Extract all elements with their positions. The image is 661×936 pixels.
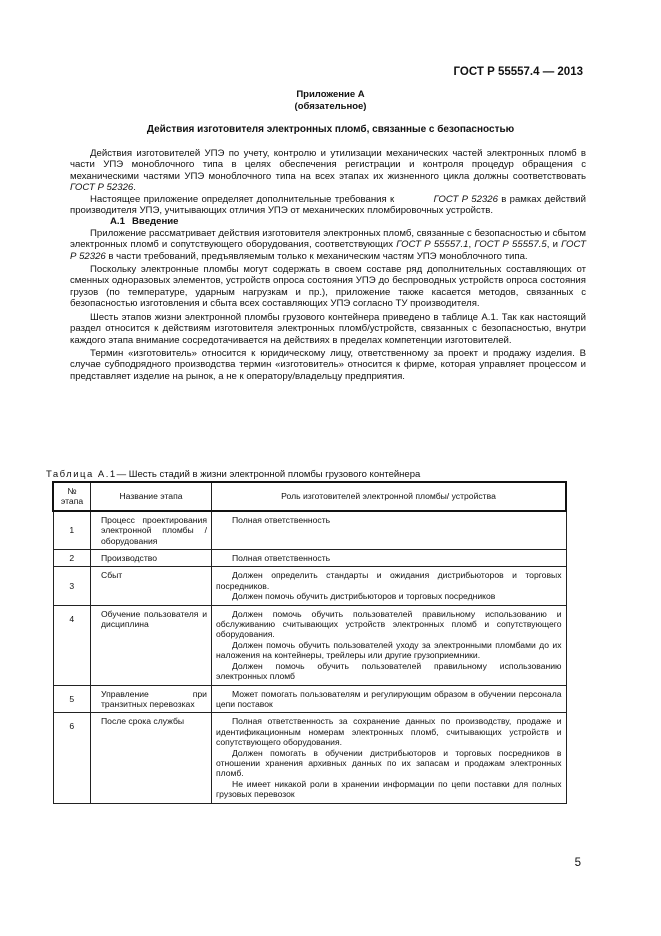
stage-name: После срока службы <box>91 713 212 803</box>
stage-number: 5 <box>53 685 91 713</box>
stage-number: 6 <box>53 713 91 803</box>
table-caption-text: — Шесть стадий в жизни электронной пломбы грузового контейнера <box>116 469 421 480</box>
appendix-title: Приложение А <box>296 89 365 100</box>
stage-name: Производство <box>91 550 212 567</box>
table-row <box>53 605 566 685</box>
stage-name: Обучение пользователя и дисциплина <box>91 605 212 685</box>
table-row <box>53 685 566 713</box>
subsection-number: А.1 <box>110 216 125 228</box>
stage-role: Полная ответственность <box>212 550 567 567</box>
a1-paragraph-2: Поскольку электронные пломбы могут содержать в своем составе ряд дополнительных составляющих от сменных одноразовых элементов, устройств опроса состояния УПЭ до беспроводных устройств опроса состояния грузов (по температуре, ударным нагрузкам и пр.), приложение также касается методов, связанных с безопасностью изготовления и сбыта всех составляющих УПЭ согласно ТУ производителя. <box>70 264 586 310</box>
stages-table <box>52 481 567 804</box>
stage-name: Процесс проектирования электронной пломбы / оборудования <box>91 511 212 550</box>
table-row <box>53 567 566 605</box>
stage-number: 4 <box>53 605 91 685</box>
stage-number: 2 <box>53 550 91 567</box>
table-caption-label: Таблица А.1 <box>46 469 117 480</box>
section-heading: Действия изготовителя электронных пломб, связанные с безопасностью <box>146 124 515 135</box>
standard-reference: ГОСТ Р 52326 <box>70 182 134 194</box>
header-stage-name: Название этапа <box>91 482 212 511</box>
table-row <box>53 511 566 550</box>
stage-number: 1 <box>53 511 91 550</box>
stage-name: Управление при транзитных перевозках <box>91 685 212 713</box>
standard-reference: ГОСТ Р 55557.5 <box>474 239 547 251</box>
stage-role: Полная ответственность <box>212 511 567 550</box>
stage-role: Должен определить стандарты и ожидания дистрибьюторов и торговых посредников. Должен помочь обучить дистрибьюторов и торговых посредников <box>212 567 567 605</box>
table-row <box>53 713 566 803</box>
document-code: ГОСТ Р 55557.4 — 2013 <box>453 66 583 78</box>
a1-paragraph-4: Термин «изготовитель» относится к юридическому лицу, ответственному за проект и продажу изделия. В случае субподрядного производства термин «изготовитель» относится к фирме, которая управляет процессом и представляет изделие на рынок, а не к оператору/владельцу предприятия. <box>70 347 586 382</box>
header-stage-number: № этапа <box>53 482 91 511</box>
stage-role: Полная ответственность за сохранение данных по производству, продаже и идентификационным номерам электронных пломб, считывающих устройств и сопутствующего оборудования. Должен помогать в обучении дистрибьюторов и торговых посредников в отношении хранения архивных данных по их запасам и продажам электронных пломб. Не имеет никакой роли в хранении информации по цепи поставки для полных грузовых перевозок <box>212 713 567 803</box>
subsection-title: Введение <box>132 216 179 228</box>
standard-reference: ГОСТ Р 52326 <box>433 193 498 205</box>
body-text <box>70 148 586 382</box>
stage-number: 3 <box>53 567 91 605</box>
intro-paragraph-1: Действия изготовителей УПЭ по учету, контролю и утилизации механических частей электронных пломб в части УПЭ моноблочного типа в целях обеспечения регистрации и контроля процедур обращения с механическими частями УПЭ моноблочного типа на всех этапах их жизненного цикла должны соответствовать ГОСТ Р 52326. <box>70 148 586 194</box>
header-manufacturer-role: Роль изготовителей электронной пломбы/ устройства <box>212 482 567 511</box>
a1-paragraph-3: Шесть этапов жизни электронной пломбы грузового контейнера приведено в таблице А.1. Так как настоящий раздел относится к действиям изготовителя электронных пломб/устройств, связанных с безопасностью, внутри каждого этапа внимание сосредотачивается на действиях в пределах компетенции изготовителей. <box>70 311 586 346</box>
page-number: 5 <box>574 857 581 869</box>
subsection-heading <box>70 216 586 227</box>
stage-role: Должен помочь обучить пользователей правильному использованию и обслуживанию считывающих устройств электронных пломб и сопутствующего оборудования. Должен помочь обучить пользователей уходу за электронными пломбами до их наложения на контейнеры, трейлеры или другие грузоприемники. Должен помочь обучить пользователей правильному использованию электронных пломб <box>212 605 567 685</box>
standard-reference: ГОСТ Р 55557.1 <box>396 239 469 251</box>
intro-paragraph-2: Настоящее приложение определяет дополнительные требования к ГОСТ Р 52326 в рамках действий производителя УПЭ, учитывающих отличия УПЭ от механических пломбировочных устройств. <box>70 193 586 217</box>
stage-name: Сбыт <box>91 567 212 605</box>
stage-role: Может помогать пользователям и регулирующим образом в обучении персонала цепи поставок <box>212 685 567 713</box>
standard-reference: ГОСТ Р 52326 <box>70 239 586 262</box>
a1-paragraph-1: Приложение рассматривает действия изготовителя электронных пломб, связанные с безопасностью и сбытом электронных пломб и сопутствующего оборудования, соответствующих ГОСТ Р 55557.1, ГОСТ Р 55557.5, и ГОСТ Р 52326 в части требований, предъявляемым только к механическим частям УПЭ моноблочного типа. <box>70 227 586 262</box>
table-caption <box>46 469 420 480</box>
table-header-row <box>53 482 566 511</box>
table-row <box>53 550 566 567</box>
appendix-status: (обязательное) <box>294 101 367 112</box>
